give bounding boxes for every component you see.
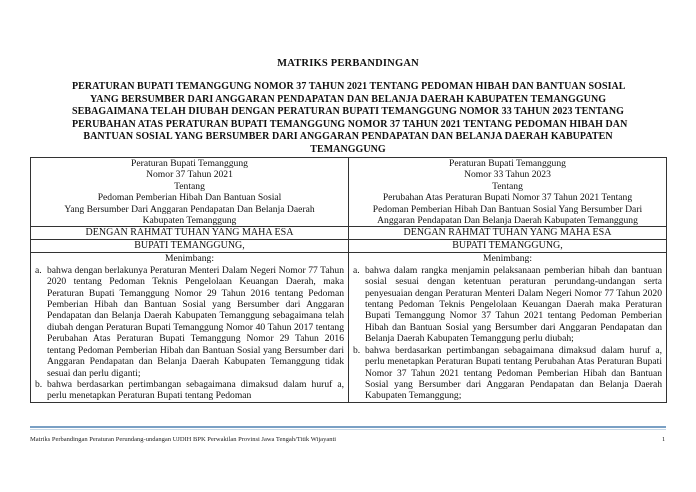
right-header-line: Peraturan Bupati Temanggung [449,158,566,169]
left-header-line: Pedoman Pemberian Hibah Dan Bantuan Sosial [97,192,282,204]
left-menimbang-cell [31,253,349,402]
document-subtitle [72,81,628,156]
right-bupati: BUPATI TEMANGGUNG, [349,240,667,253]
left-header-line: Peraturan Bupati Temanggung [131,158,248,169]
item-text: bahwa berdasarkan pertimbangan sebagaimana dimaksud dalam huruf a, perlu menetapkan Peraturan Bupati tentang Pedoman [47,378,344,402]
item-marker: a. [353,264,360,276]
left-header-line: Nomor 37 Tahun 2021 [146,169,233,181]
right-header-line: Nomor 33 Tahun 2023 [464,169,551,181]
left-bupati: BUPATI TEMANGGUNG, [31,240,349,253]
item-marker: b. [353,344,361,356]
footer-divider-secondary [30,429,666,430]
subtitle-line: YANG BERSUMBER DARI ANGGARAN PENDAPATAN DAN BELANJA DAERAH KABUPATEN TEMANGGUNG [89,93,607,105]
right-header-line: Perubahan Atas Peraturan Bupati Nomor 37 Tahun 2021 Tentang [382,192,633,204]
subtitle-line: BANTUAN SOSIAL YANG BERSUMBER DARI ANGGARAN PENDAPATAN DAN BELANJA DAERAH KABUPATEN [83,131,613,142]
right-header-line: Pedoman Pemberian Hibah Dan Bantuan Sosial Yang Bersumber Dari [372,203,643,215]
right-menimbang-label: Menimbang: [482,253,533,265]
list-item [353,265,662,345]
list-item [353,345,662,402]
subtitle-line: SEBAGAIMANA TELAH DIUBAH DENGAN PERATURAN BUPATI TEMANGGUNG NOMOR 33 TAHUN 2023 TENTANG [72,106,624,117]
subtitle-line: PERATURAN BUPATI TEMANGGUNG NOMOR 37 TAHUN 2021 TENTANG PEDOMAN HIBAH DAN BANTUAN SOSIAL [72,81,626,92]
item-text: bahwa berdasarkan pertimbangan sebagaimana dimaksud dalam huruf a, perlu menetapkan Peraturan Bupati tentang Perubahan Atas Peraturan Bupati Nomor 37 Tahun 2021 tentang Pedoman Pemberian Hibah dan Bantuan Sosial yang Bersumber dari Anggaran Pendapatan dan Belanja Daerah Kabupaten Temanggung; [365,344,662,402]
table-row-header [31,158,667,227]
document-title: MATRIKS PERBANDINGAN [277,58,419,69]
left-header-cell [31,158,349,227]
table-row-preamble [31,227,667,240]
page-number: 1 [662,436,666,443]
left-preamble: DENGAN RAHMAT TUHAN YANG MAHA ESA [31,227,349,240]
comparison-table [30,157,667,403]
right-header-cell [349,158,667,227]
item-marker: b. [35,378,43,390]
right-preamble: DENGAN RAHMAT TUHAN YANG MAHA ESA [349,227,667,240]
subtitle-line: TEMANGGUNG [310,143,386,155]
footer-text: Matriks Perbandingan Peraturan Perundang-undangan UJDIH BPK Perwakilan Provinsi Jawa Tengah/Titik Wijayanti [30,436,337,443]
item-text: bahwa dengan berlakunya Peraturan Menteri Dalam Negeri Nomor 77 Tahun 2020 tentang Pedoman Teknis Pengelolaan Keuangan Daerah, maka Peraturan Bupati Temanggung Nomor 29 Tahun 2016 tentang Pedoman Pemberian Hibah dan Bantuan Sosial yang Bersumber dari Anggaran Pendapatan dan Belanja Daerah Kabupaten Temanggung sebagaimana telah diubah dengan Peraturan Bupati Temanggung Nomor 40 Tahun 2017 tentang Perubahan Atas Peraturan Bupati Temanggung Nomor 29 Tahun 2016 tentang Pedoman Pemberian Hibah dan Bantuan Sosial yang Bersumber dari Anggaran Pendapatan dan Belanja Daerah Kabupaten Temanggung tidak sesuai dan perlu diganti; [47,264,344,379]
left-header-line: Tentang [174,180,205,192]
footer-divider [30,426,666,428]
table-row-bupati [31,240,667,253]
item-text: bahwa dalam rangka menjamin pelaksanaan pemberian hibah dan bantuan sosial sesuai dengan ketentuan peraturan perundang-undangan serta penyesuaian dengan Peraturan Menteri Dalam Negeri Nomor 77 Tahun 2020 tentang Pedoman Teknis Pengelolaan Keuangan Daerah maka Peraturan Bupati Temanggung Nomor 37 Tahun 2021 tentang Pedoman Pemberian Hibah dan Bantuan Sosial yang Bersumber dari Anggaran Pendapatan dan Belanja Daerah Kabupaten Temanggung perlu diubah; [365,264,662,345]
list-item [35,379,344,402]
subtitle-line: PERUBAHAN ATAS PERATURAN BUPATI TEMANGGUNG NOMOR 37 TAHUN 2021 TENTANG PEDOMAN HIBAH DAN [72,118,628,130]
table-row-menimbang [31,253,667,402]
right-header-line: Tentang [492,180,523,192]
item-marker: a. [35,264,42,276]
list-item [35,265,344,379]
left-header-line: Yang Bersumber Dari Anggaran Pendapatan Dan Belanja Daerah [64,203,315,215]
left-menimbang-label: Menimbang: [164,253,215,265]
right-menimbang-cell [349,253,667,402]
right-header-line: Anggaran Pendapatan Dan Belanja Daerah Kabupaten Temanggung [377,215,638,227]
left-header-line: Kabupaten Temanggung [142,215,237,227]
